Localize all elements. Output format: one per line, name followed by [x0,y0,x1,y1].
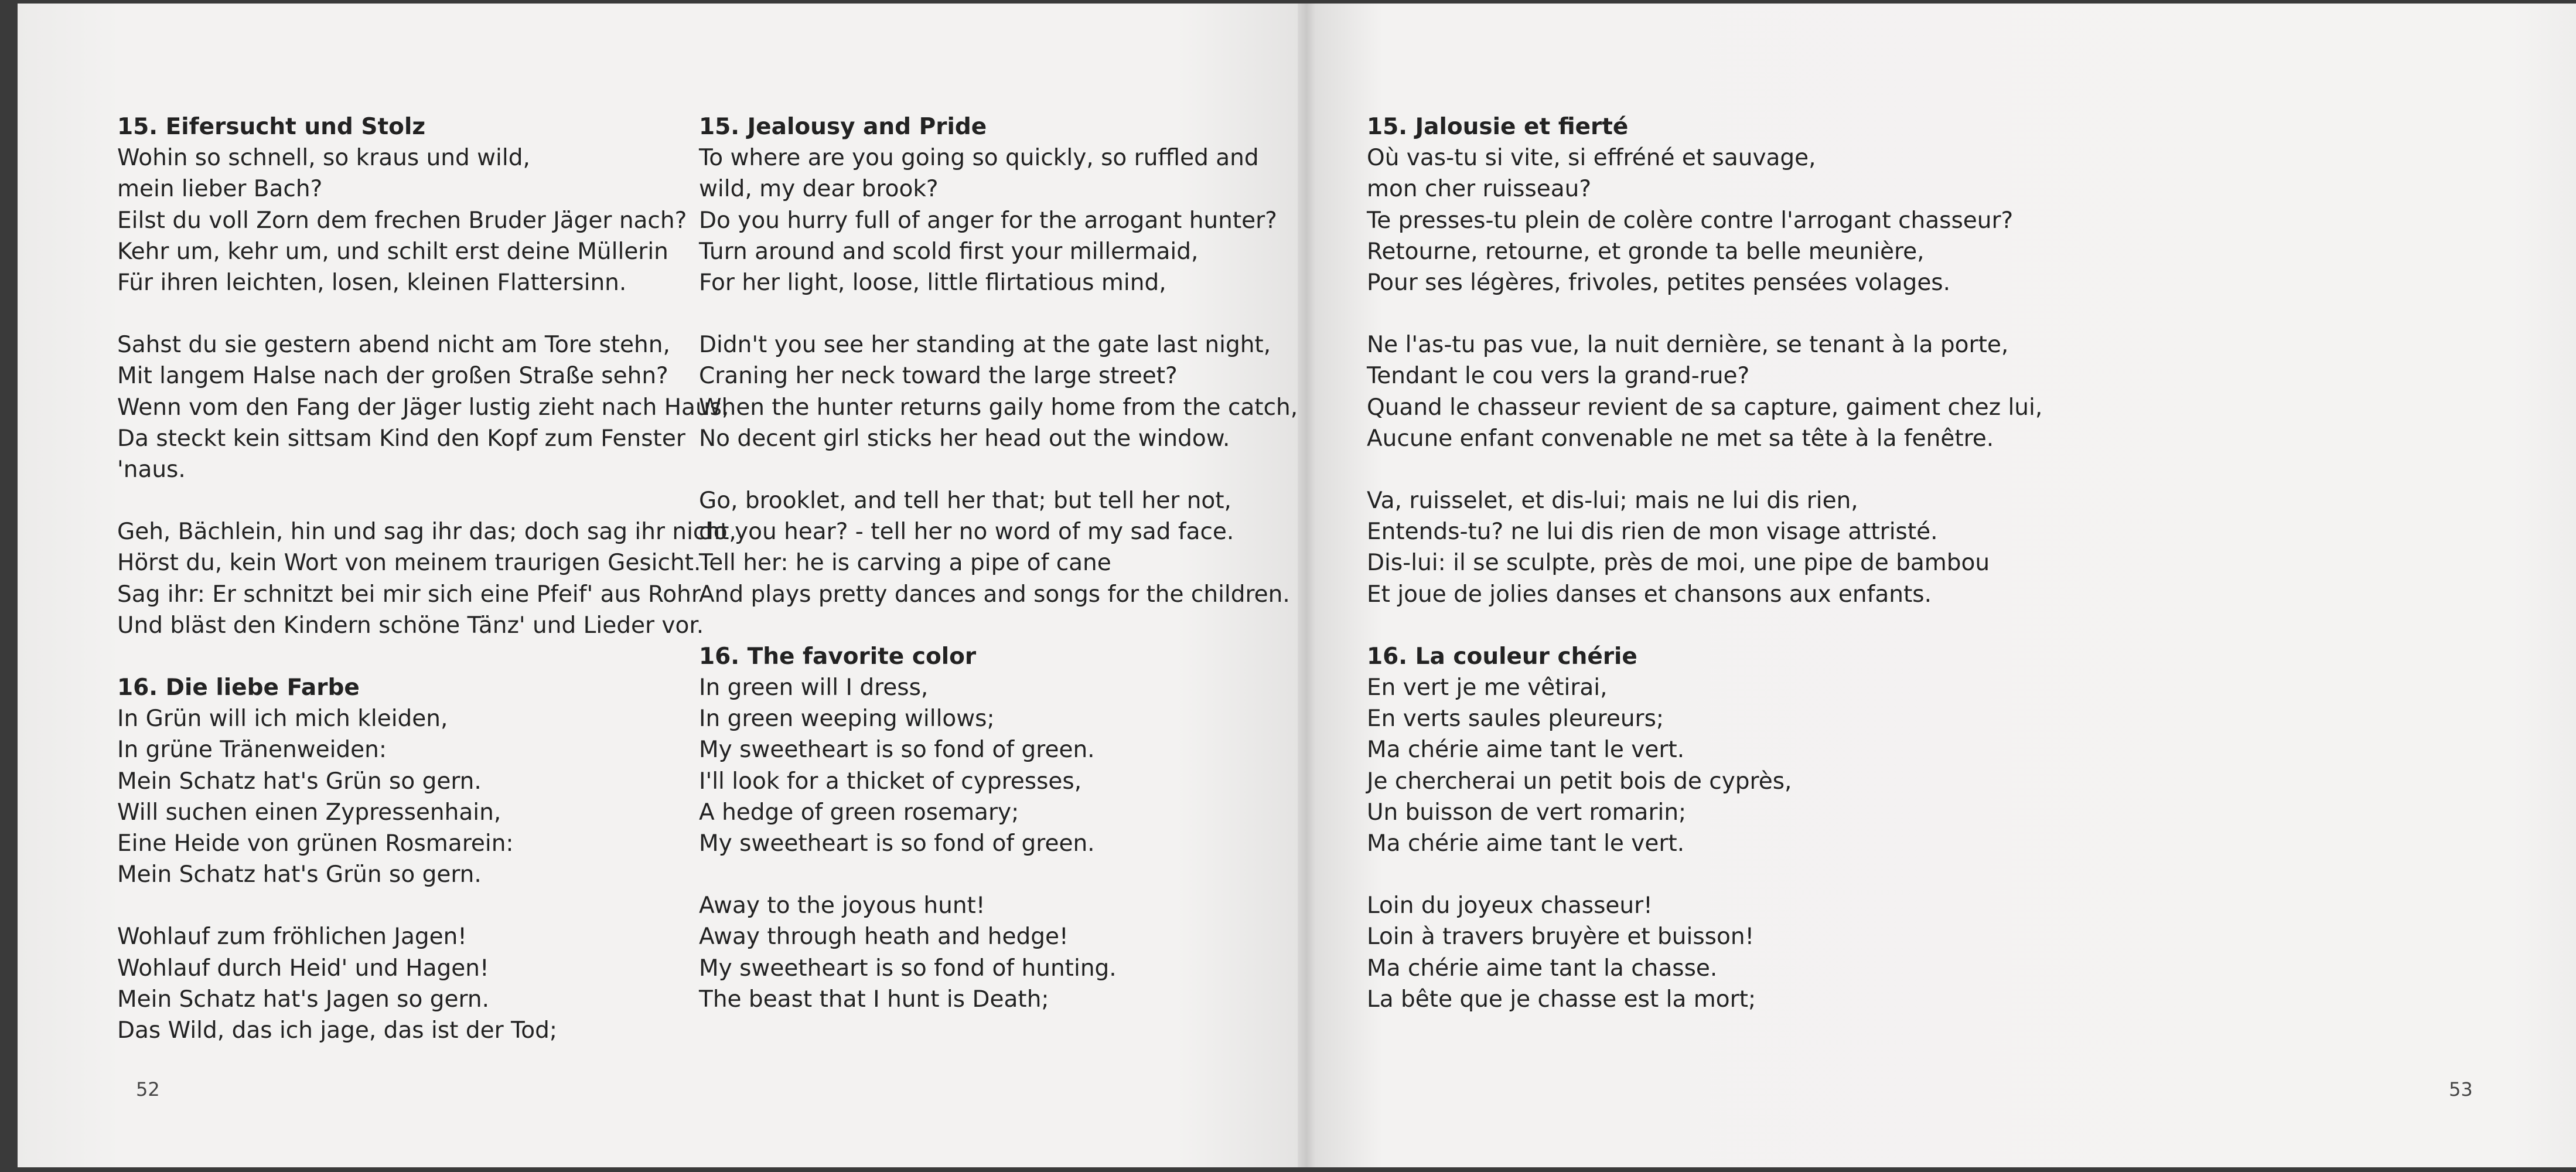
lyric-line: Dis-lui: il se sculpte, près de moi, une pipe de bambou [1367,550,1990,577]
lyric-line: Craning her neck toward the large street? [699,363,1178,390]
lyric-line: Mein Schatz hat's Jagen so gern. [117,986,489,1013]
song15-stanza [699,111,1298,298]
lyric-line: Va, ruisselet, et dis-lui; mais ne lui dis rien, [1367,488,1858,515]
lyric-line: Ma chérie aime tant la chasse. [1367,955,1718,982]
lyric-line: Turn around and scold first your millermaid, [699,238,1199,265]
lyric-line: Für ihren leichten, losen, kleinen Flattersinn. [117,270,627,297]
lyric-line: Aucune enfant convenable ne met sa tête à la fenêtre. [1367,425,1994,452]
lyric-line: Un buisson de vert romarin; [1367,799,1687,826]
lyric-line: A hedge of green rosemary; [699,799,1019,826]
lyric-line: The beast that I hunt is Death; [699,986,1049,1013]
lyric-line: do you hear? - tell her no word of my sad face. [699,519,1234,546]
page-number-right: 53 [2449,1078,2473,1101]
lyric-line: Sag ihr: Er schnitzt bei mir sich eine Pfeif' aus Rohr [117,581,701,608]
german-lyrics-column [117,111,736,1046]
lyric-line: Da steckt kein sittsam Kind den Kopf zum Fenster [117,425,685,452]
song15-stanza [1367,485,2042,610]
lyric-line: Sahst du sie gestern abend nicht am Tore stehn, [117,332,670,359]
lyric-line: La bête que je chasse est la mort; [1367,986,1756,1013]
lyric-line: Go, brooklet, and tell her that; but tell her not, [699,488,1231,515]
lyric-line: My sweetheart is so fond of green. [699,737,1095,764]
lyric-line: mein lieber Bach? [117,176,323,203]
song15-stanza [117,329,736,485]
lyric-line: Ma chérie aime tant le vert. [1367,830,1685,857]
lyric-line: Und bläst den Kindern schöne Tänz' und Lieder vor. [117,612,704,639]
page-number-left: 52 [136,1078,160,1101]
lyric-line: wild, my dear brook? [699,176,939,203]
lyric-line: Geh, Bächlein, hin und sag ihr das; doch sag ihr nicht, [117,519,736,546]
lyric-line: Entends-tu? ne lui dis rien de mon visage attristé. [1367,519,1938,546]
lyric-line: Où vas-tu si vite, si effréné et sauvage, [1367,145,1816,172]
lyric-line: mon cher ruisseau? [1367,176,1592,203]
song15-stanza [117,111,736,298]
lyric-line: In green will I dress, [699,674,929,701]
lyric-line: Ma chérie aime tant le vert. [1367,737,1685,764]
lyric-line: Et joue de jolies danses et chansons aux enfants. [1367,581,1932,608]
lyric-line: In Grün will ich mich kleiden, [117,706,448,732]
lyric-line: I'll look for a thicket of cypresses, [699,768,1082,795]
lyric-line: 'naus. [117,456,186,483]
lyric-line: Wohlauf zum fröhlichen Jagen! [117,924,467,950]
lyric-line: Didn't you see her standing at the gate last night, [699,332,1271,359]
lyric-line: Tendant le cou vers la grand-rue? [1367,363,1750,390]
lyric-line: For her light, loose, little flirtatious mind, [699,270,1166,297]
lyric-line: Mein Schatz hat's Grün so gern. [117,861,482,888]
lyric-line: En vert je me vêtirai, [1367,674,1608,701]
lyric-line: Hörst du, kein Wort von meinem traurigen Gesicht. [117,550,701,577]
song-title: 15. Eifersucht und Stolz [117,114,426,140]
lyric-line: And plays pretty dances and songs for the children. [699,581,1290,608]
lyric-line: In grüne Tränenweiden: [117,737,387,764]
french-lyrics-column [1367,111,2042,1015]
song15-stanza [699,329,1298,454]
lyric-line: Pour ses légères, frivoles, petites pensées volages. [1367,270,1951,297]
lyric-line: Loin du joyeux chasseur! [1367,892,1653,919]
lyric-line: Wohlauf durch Heid' und Hagen! [117,955,489,982]
english-lyrics-column [699,111,1298,1015]
lyric-line: Will suchen einen Zypressenhain, [117,799,501,826]
song15-stanza [117,516,736,641]
lyric-line: When the hunter returns gaily home from the catch, [699,394,1298,421]
lyric-line: En verts saules pleureurs; [1367,706,1664,732]
page-gutter [1298,4,1315,1167]
song15-stanza [1367,111,2042,298]
lyric-line: My sweetheart is so fond of green. [699,830,1095,857]
song16-stanza [699,641,1298,859]
lyric-line: Wohin so schnell, so kraus und wild, [117,145,530,172]
lyric-line: Ne l'as-tu pas vue, la nuit dernière, se tenant à la porte, [1367,332,2009,359]
lyric-line: Je chercherai un petit bois de cyprès, [1367,768,1792,795]
lyric-line: Das Wild, das ich jage, das ist der Tod; [117,1017,557,1044]
lyric-line: To where are you going so quickly, so ruffled and [699,145,1259,172]
lyric-line: Kehr um, kehr um, und schilt erst deine Müllerin [117,238,668,265]
lyric-line: No decent girl sticks her head out the window. [699,425,1230,452]
song16-stanza [117,672,736,890]
lyric-line: In green weeping willows; [699,706,995,732]
lyric-line: Away to the joyous hunt! [699,892,985,919]
song16-stanza [1367,641,2042,859]
song15-stanza [1367,329,2042,454]
lyric-line: Loin à travers bruyère et buisson! [1367,924,1755,950]
song-title: 15. Jalousie et fierté [1367,114,1629,140]
song15-stanza [699,485,1298,610]
lyric-line: Away through heath and hedge! [699,924,1069,950]
lyric-line: Eine Heide von grünen Rosmarein: [117,830,514,857]
lyric-line: Retourne, retourne, et gronde ta belle meunière, [1367,238,1925,265]
lyric-line: Eilst du voll Zorn dem frechen Bruder Jäger nach? [117,207,687,234]
lyric-line: Do you hurry full of anger for the arrogant hunter? [699,207,1277,234]
song-title: 16. La couleur chérie [1367,643,1637,670]
song-title: 15. Jealousy and Pride [699,114,987,140]
song-title: 16. The favorite color [699,643,977,670]
lyric-line: Wenn vom den Fang der Jäger lustig zieht nach Haus, [117,394,729,421]
lyric-line: Quand le chasseur revient de sa capture, gaiment chez lui, [1367,394,2043,421]
song16-stanza [117,921,736,1046]
lyric-line: Tell her: he is carving a pipe of cane [699,550,1111,577]
lyric-line: Te presses-tu plein de colère contre l'arrogant chasseur? [1367,207,2014,234]
song16-stanza [699,890,1298,1015]
lyric-line: My sweetheart is so fond of hunting. [699,955,1117,982]
lyric-line: Mein Schatz hat's Grün so gern. [117,768,482,795]
song16-stanza [1367,890,2042,1015]
song-title: 16. Die liebe Farbe [117,674,360,701]
lyric-line: Mit langem Halse nach der großen Straße sehn? [117,363,668,390]
